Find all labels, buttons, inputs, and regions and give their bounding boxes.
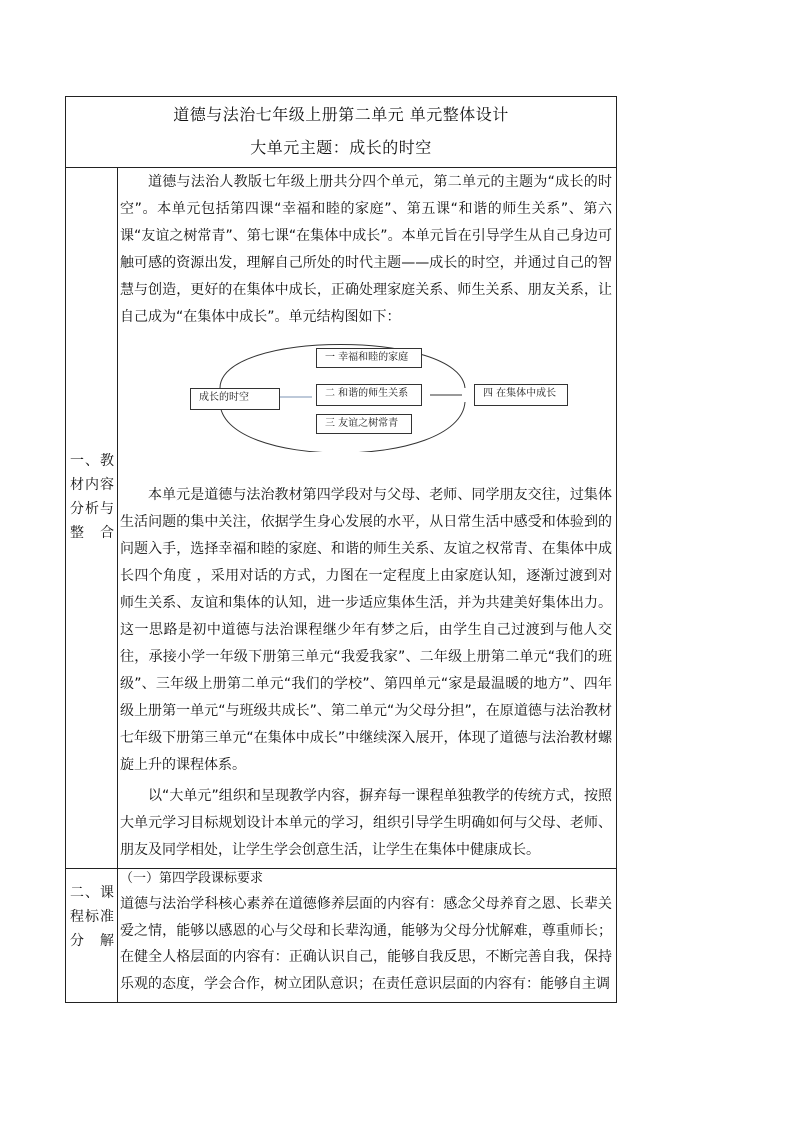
label-column-divider [117, 167, 118, 1002]
diagram-lesson5-box: 二 和谐的师生关系 [316, 384, 422, 406]
section2-heading: （一）第四学段课标要求 [120, 871, 264, 886]
unit-structure-diagram [120, 340, 580, 452]
diagram-lesson7-box: 四 在集体中成长 [474, 384, 568, 406]
section2-paragraph-1: 道德与法治学科核心素养在道德修养层面的内容有：感念父母养育之恩、长辈关爱之情，能够以感恩的心与父母和长辈沟通，能够为父母分忧解难，尊重师长；在健全人格层面的内容有：正确认识自己，能够自我反思，不断完善自我，保持乐观的态度，学会合作，树立团队意识；在责任意识层面的内容有：能够自主调 [120, 896, 612, 992]
section2-label: 二、课程标准分解 [70, 885, 114, 949]
section1-paragraph-3: 以“大单元”组织和呈现教学内容，摒弃每一课程单独教学的传统方式，按照大单元学习目标规划设计本单元的学习，组织引导学生明确如何与父母、老师、朋友及同学相处，让学生学会创意生活，让学生在集体中健康成长。 [120, 788, 612, 858]
page-title: 道德与法治七年级上册第二单元 单元整体设计 [173, 105, 509, 124]
page-subtitle: 大单元主题：成长的时空 [250, 138, 432, 157]
diagram-lesson4-box: 一 幸福和睦的家庭 [316, 348, 422, 368]
unit-design-table [65, 96, 617, 1003]
diagram-center-box: 成长的时空 [190, 388, 280, 410]
diagram-lesson6-box: 三 友谊之树常青 [316, 414, 412, 434]
title-divider [66, 167, 616, 168]
section1-paragraph-1: 道德与法治人教版七年级上册共分四个单元，第二单元的主题为“成长的时空”。本单元包括第四课“幸福和睦的家庭”、第五课“和谐的师生关系”、第六课“友谊之树常青”、第七课“在集体中成长”。本单元旨在引导学生从自己身边可触可感的资源出发，理解自己所处的时代主题——成长的时空，并通过自己的智慧与创造，更好的在集体中成长，正确处理家庭关系、师生关系、朋友关系，让自己成为“在集体中成长”。单元结构图如下： [120, 174, 612, 325]
section1-paragraph-2: 本单元是道德与法治教材第四学段对与父母、老师、同学朋友交往，过集体生活问题的集中关注，依据学生身心发展的水平，从日常生活中感受和体验到的问题入手，选择幸福和睦的家庭、和谐的师生关系、友谊之权常青、在集体中成长四个角度 ，采用对话的方式，力图在一定程度上由家庭认知，逐渐过渡到对师生关系、友谊和集体的认知，进一步适应集体生活，并为共建美好集体出力。这一思路是初中道德与法治课程继少年有梦之后，由学生自己过渡到与他人交往，承接小学一年级下册第三单元“我爱我家”、二年级上册第二单元“我们的班级”、三年级上册第二单元“我们的学校”、第四单元“家是最温暖的地方”、四年级上册第一单元“与班级共成长”、第二单元“为父母分担”，在原道德与法治教材七年级下册第三单元“在集体中成长”中继续深入展开，体现了道德与法治教材螺旋上升的课程体系。 [120, 487, 612, 773]
section1-label: 一、教材内容分析与整合 [70, 453, 114, 541]
